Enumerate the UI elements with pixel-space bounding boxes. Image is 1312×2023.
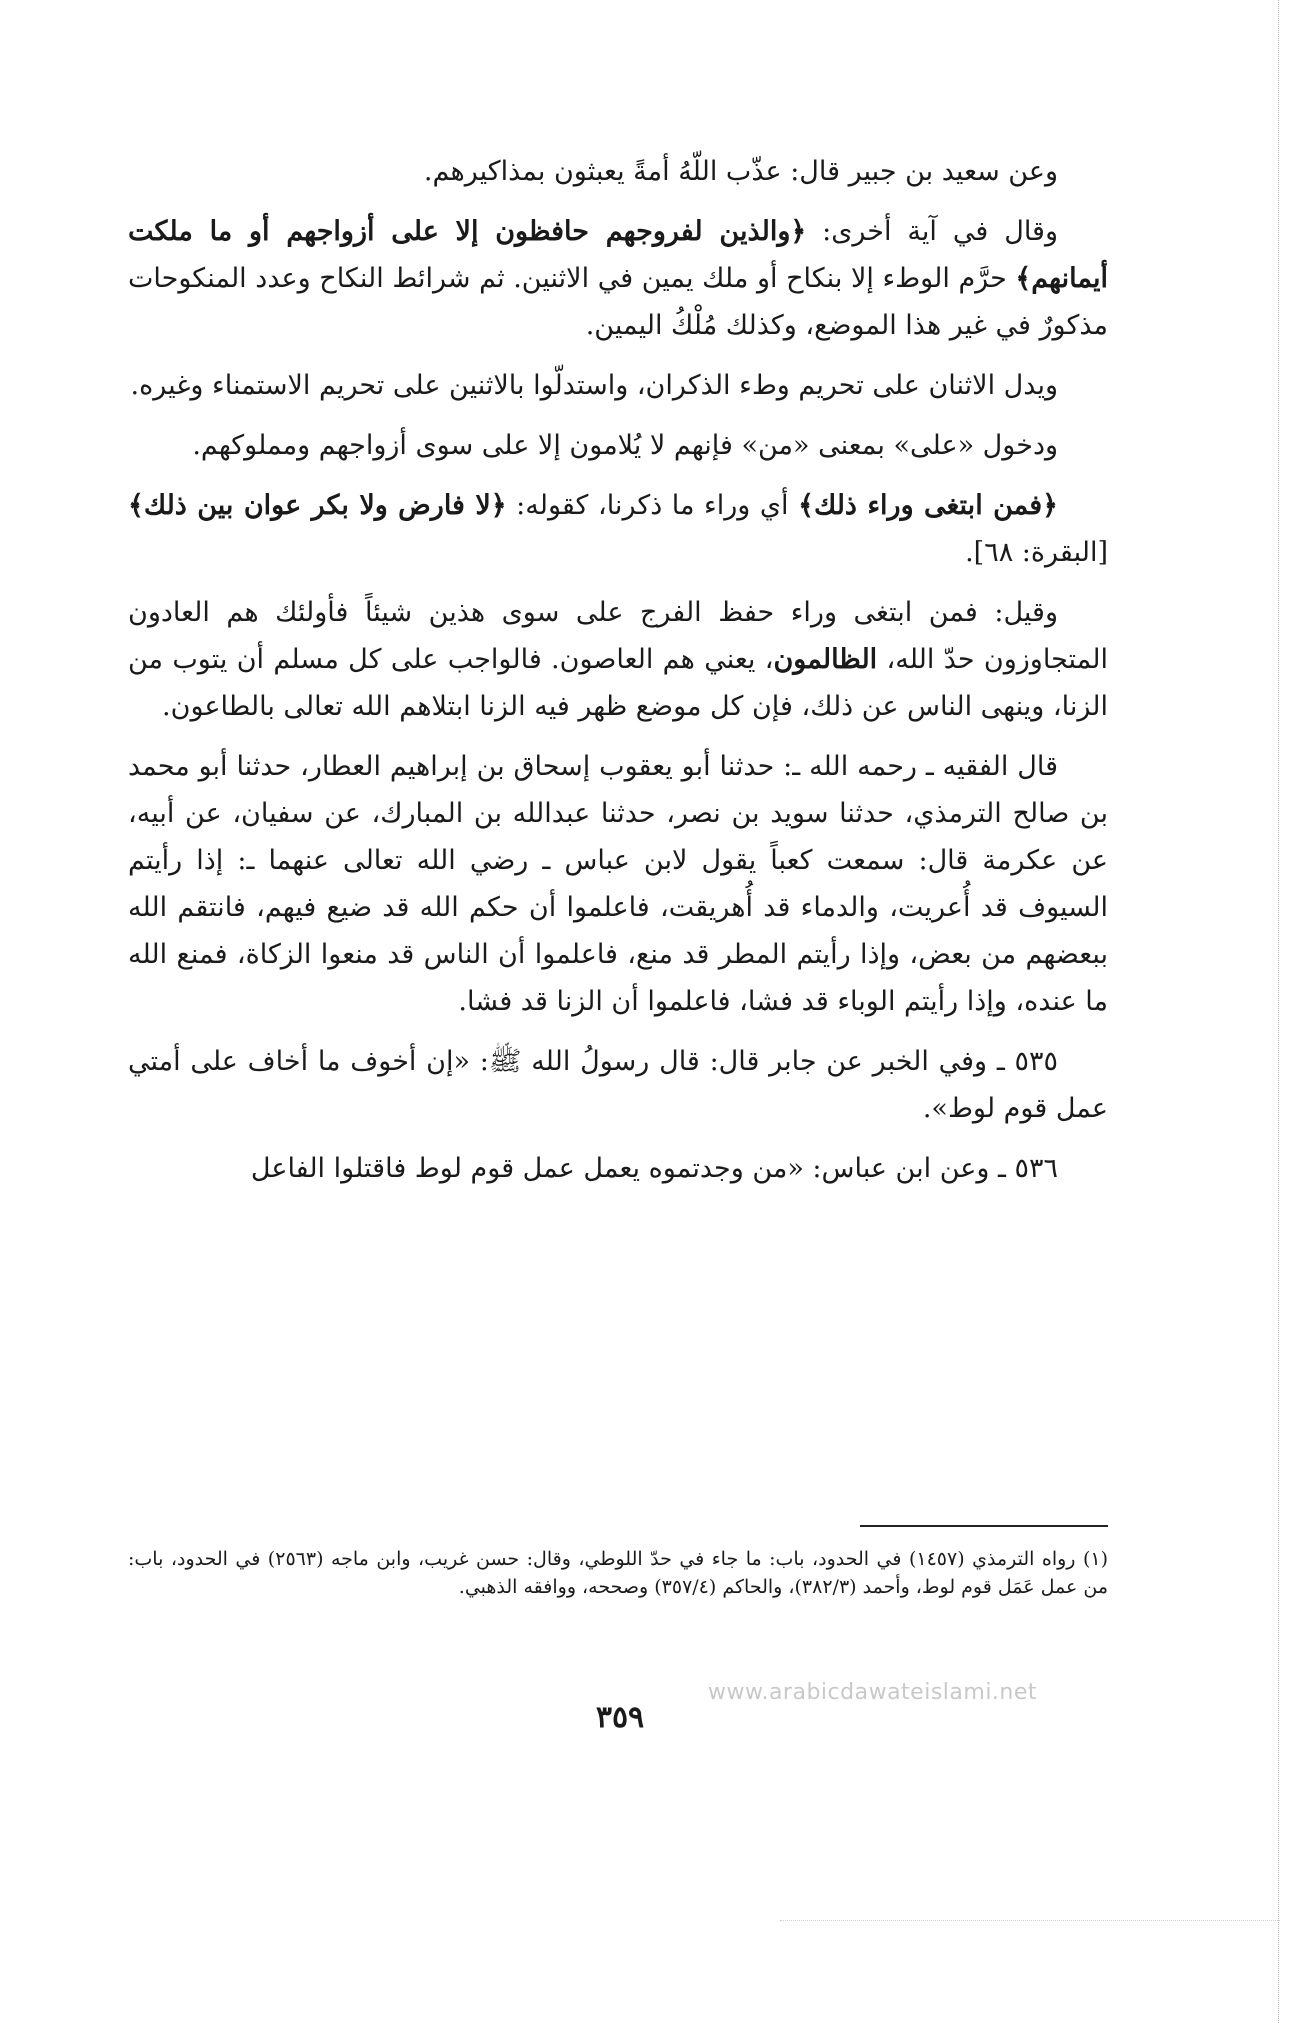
paragraph-3: ويدل الاثنان على تحريم وطء الذكران، واستدلّوا بالاثنين على تحريم الاستمناء وغيره. xyxy=(130,370,1058,401)
paragraph-4: ودخول «على» بمعنى «من» فإنهم لا يُلامون إلا على سوى أزواجهم ومملوكهم. xyxy=(192,430,1058,461)
paragraph-2: وقال في آية أخرى: ﴿والذين لفروجهم حافظون إلا على أزواجهم أو ما ملكت أيمانهم﴾ حرَّم الوطء إلا بنكاح أو ملك يمين في الاثنين. ثم شرائط النكاح وعدد المنكوحات مذكورٌ في غير هذا الموضع، وكذلك مُلْكُ اليمين. xyxy=(128,216,1108,341)
watermark: www.arabicdawateislami.net xyxy=(708,1680,1038,1705)
footnote: (١) رواه الترمذي (١٤٥٧) في الحدود، باب: ما جاء في حدّ اللوطي، وقال: حسن غريب، وابن ماجه (٢٥٦٣) في الحدود، باب: من عمل عَمَل قوم لوط، وأحمد (٣٨٢/٣)، والحاكم (٣٥٧/٤) وصححه، ووافقه الذهبي. xyxy=(128,1548,1108,1598)
main-text xyxy=(128,148,1108,1205)
paragraph-5: ﴿فمن ابتغى وراء ذلك﴾ أي وراء ما ذكرنا، كقوله: ﴿لا فارض ولا بكر عوان بين ذلك﴾ [البقرة: ٦٨]. xyxy=(128,490,1108,568)
scan-edge-line xyxy=(1278,0,1279,2023)
paragraph-8: ٥٣٥ ـ وفي الخبر عن جابر قال: قال رسولُ الله ﷺ: «إن أخوف ما أخاف على أمتي عمل قوم لوط». xyxy=(128,1046,1108,1124)
page-number: ٣٥٩ xyxy=(595,1700,645,1735)
footnote-divider xyxy=(860,1525,1108,1527)
paragraph-9: ٥٣٦ ـ وعن ابن عباس: «من وجدتموه يعمل عمل قوم لوط فاقتلوا الفاعل xyxy=(250,1153,1058,1184)
quran-verse: ﴿فمن ابتغى وراء ذلك﴾ xyxy=(798,490,1058,521)
quran-verse: ﴿والذين لفروجهم حافظون إلا على أزواجهم أو ما ملكت أيمانهم﴾ xyxy=(128,216,1108,294)
paragraph-6: وقيل: فمن ابتغى وراء حفظ الفرج على سوى هذين شيئاً فأولئك هم العادون المتجاوزون حدّ الله، الظالمون، يعني هم العاصون. فالواجب على كل مسلم أن يتوب من الزنا، وينهى الناس عن ذلك، فإن كل موضع ظهر فيه الزنا ابتلاهم الله تعالى بالطاعون. xyxy=(128,597,1108,722)
paragraph-7: قال الفقيه ـ رحمه الله ـ: حدثنا أبو يعقوب إسحاق بن إبراهيم العطار، حدثنا أبو محمد بن صالح الترمذي، حدثنا سويد بن نصر، حدثنا عبدالله بن المبارك، عن سفيان، عن أبيه، عن عكرمة قال: سمعت كعباً يقول لابن عباس ـ رضي الله تعالى عنهما ـ: إذا رأيتم السيوف قد أُعريت، والدماء قد أُهريقت، فاعلموا أن حكم الله قد ضيع فيهم، فانتقم الله ببعضهم من بعض، وإذا رأيتم المطر قد منع، فاعلموا أن الناس قد منعوا الزكاة، فمنع الله ما عنده، وإذا رأيتم الوباء قد فشا، فاعلموا أن الزنا قد فشا. xyxy=(128,751,1108,1017)
quran-verse: ﴿لا فارض ولا بكر عوان بين ذلك﴾ xyxy=(128,490,507,521)
scan-edge-dots xyxy=(780,1920,1280,1921)
paragraph-1: وعن سعيد بن جبير قال: عذّب اللّهُ أمةً يعبثون بمذاكيرهم. xyxy=(423,156,1058,187)
